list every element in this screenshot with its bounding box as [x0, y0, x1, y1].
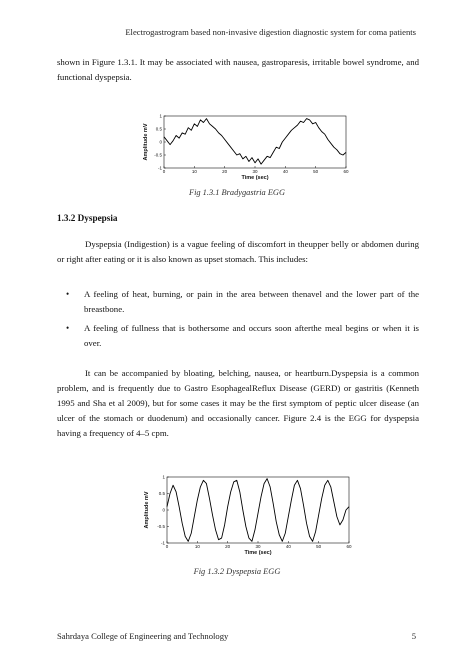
x-tick-label: 60 — [346, 544, 352, 549]
x-tick-label: 40 — [282, 169, 288, 174]
plot-frame — [164, 116, 346, 168]
paragraph-dyspepsia-definition: Dyspepsia (Indigestion) is a vague feeling of discomfort in theupper belly or abdomen during or right after eating or it is also known as upset stomach. This includes: — [57, 239, 419, 264]
y-tick-label: 0 — [159, 139, 162, 145]
y-tick-label: -1 — [160, 540, 165, 546]
x-axis-label: Time (sec) — [241, 175, 269, 181]
x-tick-label: 20 — [222, 169, 228, 174]
bullet-icon: • — [66, 323, 70, 333]
paragraph-intro: shown in Figure 1.3.1. It may be associated with nausea, gastroparesis, irritable bowel syndrome, and functional dyspepsia. — [57, 57, 419, 82]
x-tick-label: 20 — [225, 544, 231, 549]
signal-line — [164, 119, 346, 165]
x-tick-label: 50 — [313, 169, 319, 174]
figure-dyspepsia — [143, 473, 357, 557]
y-axis-label: Amplitude mV — [144, 491, 150, 529]
page-number: 5 — [411, 631, 416, 641]
x-tick-label: 40 — [285, 544, 291, 549]
list-item — [57, 287, 419, 317]
list-item — [57, 321, 419, 351]
y-tick-label: 0.5 — [158, 491, 165, 496]
x-tick-label: 0 — [162, 169, 166, 174]
bullet-icon: • — [66, 289, 70, 299]
y-tick-label: 1 — [162, 474, 165, 480]
symptom-list — [57, 287, 419, 355]
y-tick-label: -0.5 — [154, 152, 162, 158]
running-header: Electrogastrogram based non-invasive digestion diagnostic system for coma patients — [125, 27, 416, 37]
section-heading-dyspepsia: 1.3.2 Dyspepsia — [57, 213, 118, 223]
x-tick-label: 50 — [316, 544, 322, 549]
y-tick-label: 1 — [159, 113, 162, 119]
paragraph-dyspepsia-causes: It can be accompanied by bloating, belching, nausea, or heartburn.Dyspepsia is a common problem, and is frequently due to Gastro EsophagealReflux Disease (GERD) or gastritis (Kenneth 1995 and Sha et al 2009), but for some cases it may be the first symptom of peptic ulcer disease (an ulcer of the stomach or duodenum) and occasionally cancer. Figure 2.4 is the EGG for dyspepsia having a frequency of 4–5 cpm. — [57, 368, 419, 438]
y-tick-label: -1 — [157, 165, 162, 171]
list-item-text: A feeling of heat, burning, or pain in the area between thenavel and the lower part of the breastbone. — [84, 289, 419, 314]
y-tick-label: 0 — [162, 507, 165, 513]
list-item-text: A feeling of fullness that is bothersome and occurs soon afterthe meal begins or when it is over. — [84, 323, 419, 348]
figure-bradygastria — [142, 112, 354, 182]
dyspepsia-chart — [143, 473, 357, 557]
y-tick-label: 0.5 — [155, 126, 162, 132]
figure-caption-dyspepsia: Fig 1.3.2 Dyspepsia EGG — [193, 567, 281, 576]
figure-caption-bradygastria: Fig 1.3.1 Bradygastria EGG — [188, 188, 286, 197]
x-tick-label: 10 — [191, 169, 197, 174]
signal-line — [167, 479, 349, 542]
x-tick-label: 30 — [255, 544, 261, 549]
footer-institution: Sahrdaya College of Engineering and Technology — [57, 631, 229, 641]
y-axis-label: Amplitude mV — [143, 123, 149, 161]
bradygastria-chart — [142, 112, 354, 182]
x-tick-label: 0 — [165, 544, 169, 549]
x-tick-label: 30 — [252, 169, 258, 174]
x-tick-label: 10 — [194, 544, 200, 549]
x-axis-label: Time (sec) — [244, 550, 272, 556]
y-tick-label: -0.5 — [157, 524, 165, 529]
plot-frame — [167, 477, 349, 543]
x-tick-label: 60 — [343, 169, 349, 174]
